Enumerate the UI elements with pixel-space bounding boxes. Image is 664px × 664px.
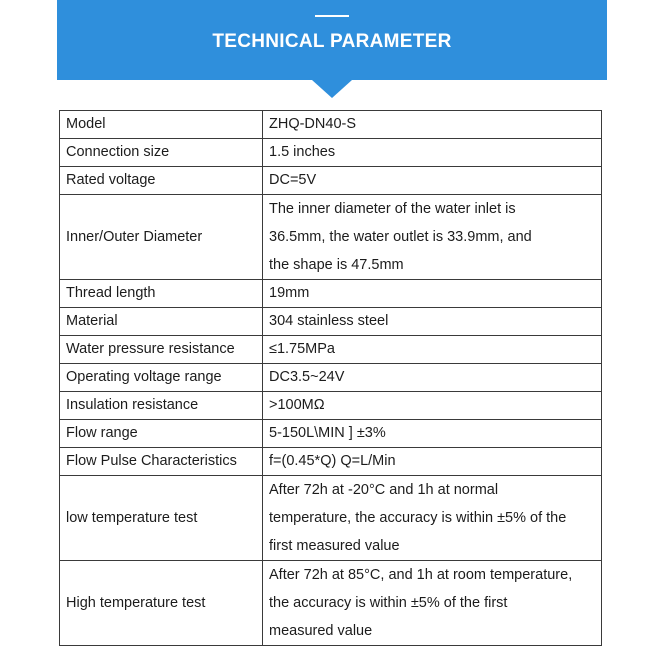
table-row — [60, 420, 602, 448]
param-label: Connection size — [60, 139, 263, 167]
param-value — [263, 167, 602, 195]
param-value — [263, 561, 602, 646]
param-value — [263, 420, 602, 448]
param-value-line: the accuracy is within ±5% of the first — [269, 595, 508, 611]
param-value-line: After 72h at 85°C, and 1h at room temperature, — [269, 567, 573, 583]
param-value-line: 19mm — [269, 285, 310, 301]
parameter-table — [59, 110, 602, 646]
param-label: Model — [60, 111, 263, 139]
param-label: Operating voltage range — [60, 364, 263, 392]
param-label: High temperature test — [60, 561, 263, 646]
table-row — [60, 195, 602, 280]
table-row — [60, 448, 602, 476]
table-row — [60, 139, 602, 167]
table-row — [60, 364, 602, 392]
param-value-line: DC=5V — [269, 172, 317, 188]
header-divider — [315, 15, 349, 17]
table-row — [60, 476, 602, 561]
param-label: Thread length — [60, 280, 263, 308]
param-value — [263, 111, 602, 139]
param-value-line: temperature, the accuracy is within ±5% of the — [269, 510, 567, 526]
param-value-line: measured value — [269, 623, 373, 639]
param-value-line: 304 stainless steel — [269, 313, 389, 329]
table-row — [60, 561, 602, 646]
param-label: Inner/Outer Diameter — [60, 195, 263, 280]
table-row — [60, 308, 602, 336]
param-label: Material — [60, 308, 263, 336]
param-value-line: the shape is 47.5mm — [269, 257, 404, 273]
param-value — [263, 392, 602, 420]
param-value — [263, 476, 602, 561]
table-row — [60, 336, 602, 364]
param-label: Flow Pulse Characteristics — [60, 448, 263, 476]
param-value — [263, 364, 602, 392]
param-label: Flow range — [60, 420, 263, 448]
param-value — [263, 195, 602, 280]
table-row — [60, 280, 602, 308]
param-value — [263, 336, 602, 364]
param-value-line: 1.5 inches — [269, 144, 336, 160]
param-value-line: The inner diameter of the water inlet is — [269, 201, 516, 217]
table-row — [60, 111, 602, 139]
param-value — [263, 448, 602, 476]
param-value-line: 36.5mm, the water outlet is 33.9mm, and — [269, 229, 532, 245]
param-value-line: first measured value — [269, 538, 400, 554]
param-value-line: ≤1.75MPa — [269, 341, 335, 357]
param-value-line: After 72h at -20°C and 1h at normal — [269, 482, 499, 498]
param-value-line: f=(0.45*Q) Q=L/Min — [269, 453, 396, 469]
param-label: Rated voltage — [60, 167, 263, 195]
page-title: TECHNICAL PARAMETER — [212, 31, 452, 52]
param-value-line: DC3.5~24V — [269, 369, 345, 385]
param-value — [263, 308, 602, 336]
param-value-line: ZHQ-DN40-S — [269, 116, 357, 132]
param-value — [263, 280, 602, 308]
table-row — [60, 167, 602, 195]
table-row — [60, 392, 602, 420]
param-label: Water pressure resistance — [60, 336, 263, 364]
param-value-line: 5-150L\MIN ] ±3% — [269, 425, 386, 441]
param-label: low temperature test — [60, 476, 263, 561]
param-label: Insulation resistance — [60, 392, 263, 420]
param-value — [263, 139, 602, 167]
header-pointer-arrow — [312, 80, 352, 98]
param-value-line: >100MΩ — [269, 397, 325, 413]
